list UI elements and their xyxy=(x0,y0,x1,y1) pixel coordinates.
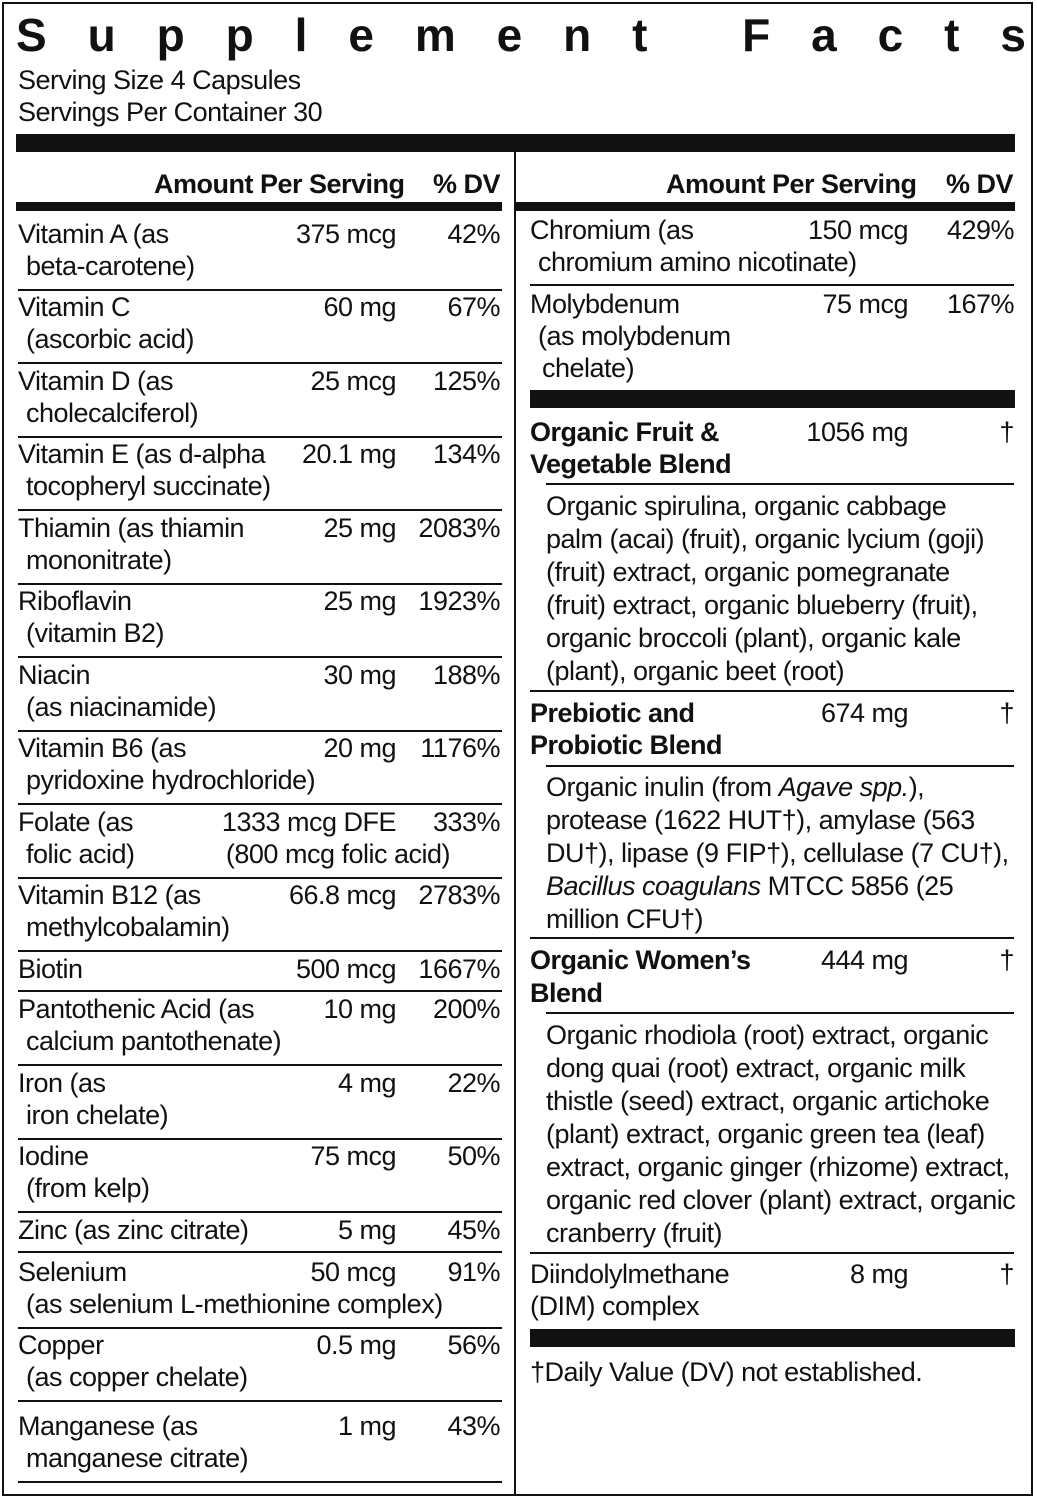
ingredient-line: (fruit) extract, organic blueberry (fruit), xyxy=(546,590,978,620)
nutrient-name-detail: chelate) xyxy=(542,353,635,383)
nutrient-dv: 67% xyxy=(447,292,500,322)
blend-name: Blend xyxy=(530,978,603,1008)
left-amount-header: Amount Per Serving xyxy=(154,169,405,199)
right-amount-header: Amount Per Serving xyxy=(666,169,917,199)
row-divider xyxy=(18,950,502,952)
column-divider xyxy=(514,152,516,1496)
blend-name: Probiotic Blend xyxy=(530,730,723,760)
dim-amount: 8 mg xyxy=(849,1259,908,1289)
left-dv-header: % DV xyxy=(433,169,501,199)
blend-row xyxy=(530,944,1014,1010)
nutrient-row xyxy=(18,1329,502,1401)
nutrient-name-detail: (as niacinamide) xyxy=(26,692,217,722)
nutrient-amount: 60 mg xyxy=(323,292,396,322)
blend-row xyxy=(530,416,1014,482)
nutrient-row xyxy=(18,993,502,1065)
title-letter: l xyxy=(294,9,308,61)
blend-name: Organic Fruit & xyxy=(530,417,720,447)
nutrient-dv: 1176% xyxy=(420,733,500,763)
nutrient-dv: 134% xyxy=(432,439,500,469)
nutrient-name: Vitamin E (as d-alpha xyxy=(18,439,266,469)
title-letter xyxy=(688,6,701,64)
row-divider xyxy=(530,1252,1014,1254)
nutrient-row xyxy=(18,1214,502,1252)
nutrient-name: Copper xyxy=(18,1330,104,1360)
ingredient-line: cranberry (fruit) xyxy=(546,1218,723,1248)
ingredient-line: extract, organic ginger (rhizome) extract, xyxy=(546,1152,1010,1182)
nutrient-row xyxy=(18,879,502,951)
right-header-bar xyxy=(516,202,1015,211)
row-divider xyxy=(18,362,502,364)
nutrient-name-detail: beta-carotene) xyxy=(26,251,195,281)
nutrient-row xyxy=(18,585,502,657)
blend-ingredients xyxy=(546,490,984,688)
nutrient-name-detail: chromium amino nicotinate) xyxy=(538,247,857,277)
nutrient-dv: 200% xyxy=(432,994,500,1024)
nutrient-name-detail: (ascorbic acid) xyxy=(26,324,195,354)
nutrient-dv: 50% xyxy=(447,1141,500,1171)
title-letter: t xyxy=(632,9,648,61)
nutrient-name-detail: (as selenium L-methionine complex) xyxy=(26,1289,443,1319)
top-divider-bar xyxy=(16,134,1015,152)
nutrient-name: Chromium (as xyxy=(530,215,694,245)
nutrient-amount: 25 mg xyxy=(323,586,396,616)
nutrient-dv: 1923% xyxy=(418,586,500,616)
blend-row xyxy=(530,697,1014,763)
serving-size: Serving Size 4 Capsules xyxy=(18,65,301,95)
nutrient-amount: 20 mg xyxy=(323,733,396,763)
row-divider xyxy=(18,1064,502,1066)
dim-row xyxy=(530,1258,1014,1324)
nutrient-name: Vitamin B12 (as xyxy=(18,880,201,910)
nutrient-name-detail: methylcobalamin) xyxy=(26,912,230,942)
blend-name: Prebiotic and xyxy=(530,698,695,728)
row-divider xyxy=(546,483,1014,485)
title-letter: F xyxy=(742,9,771,61)
nutrient-dv: 43% xyxy=(447,1411,500,1441)
ingredient-line: dong quai (root) extract, organic milk xyxy=(546,1053,966,1083)
nutrient-amount: 1 mg xyxy=(337,1411,396,1441)
blend-dv: † xyxy=(999,945,1014,975)
ingredient-line: thistle (seed) extract, organic artichoke xyxy=(546,1086,990,1116)
nutrient-dv: 45% xyxy=(447,1215,500,1245)
nutrient-name-detail: pyridoxine hydrochloride) xyxy=(26,765,316,795)
blend-amount: 444 mg xyxy=(820,945,908,975)
nutrient-name: Zinc (as zinc citrate) xyxy=(18,1215,249,1245)
nutrient-name: Vitamin C xyxy=(18,292,131,322)
dim-name: (DIM) complex xyxy=(530,1291,700,1321)
title-letter: u xyxy=(87,9,116,61)
nutrient-amount: 30 mg xyxy=(323,660,396,690)
nutrient-name-detail: manganese citrate) xyxy=(26,1443,249,1473)
row-divider xyxy=(530,690,1014,692)
nutrient-dv: 2783% xyxy=(418,880,500,910)
nutrient-dv: 42% xyxy=(447,219,500,249)
nutrient-amount: 4 mg xyxy=(337,1068,396,1098)
nutrient-dv: 188% xyxy=(432,660,500,690)
row-divider xyxy=(18,656,502,658)
title-letter: c xyxy=(877,9,904,61)
title-letter: n xyxy=(563,9,592,61)
ingredient-line: organic broccoli (plant), organic kale xyxy=(546,623,961,653)
ingredient-line: (plant), organic beet (root) xyxy=(546,656,845,686)
right-dv-header: % DV xyxy=(946,169,1014,199)
title-letter: m xyxy=(414,9,456,61)
ingredient-line: organic red clover (plant) extract, organic xyxy=(546,1185,1016,1215)
nutrient-row xyxy=(18,806,502,878)
nutrient-name: Manganese (as xyxy=(18,1411,198,1441)
nutrient-name: Selenium xyxy=(18,1257,127,1287)
blend-amount: 674 mg xyxy=(820,698,908,728)
blend-dv: † xyxy=(999,698,1014,728)
nutrient-amount: 5 mg xyxy=(337,1215,396,1245)
nutrient-row xyxy=(18,732,502,804)
nutrient-amount: 25 mg xyxy=(323,513,396,543)
nutrient-name-detail: (as molybdenum xyxy=(538,321,731,351)
title-letter: a xyxy=(811,9,837,61)
nutrient-dv: 333% xyxy=(432,807,500,837)
nutrient-row xyxy=(18,512,502,584)
nutrient-name: Thiamin (as thiamin xyxy=(18,513,245,543)
footnote: †Daily Value (DV) not established. xyxy=(530,1357,923,1387)
nutrient-amount: 50 mcg xyxy=(310,1257,396,1287)
servings-per-container: Servings Per Container 30 xyxy=(18,97,323,127)
nutrient-name-detail: mononitrate) xyxy=(26,545,172,575)
nutrient-name-detail: cholecalciferol) xyxy=(26,398,199,428)
nutrient-amount: 75 mcg xyxy=(310,1141,396,1171)
nutrient-row xyxy=(530,288,1014,388)
ingredient-line: Organic rhodiola (root) extract, organic xyxy=(546,1020,989,1050)
nutrient-name: Vitamin D (as xyxy=(18,366,174,396)
nutrient-name-detail: (from kelp) xyxy=(26,1173,150,1203)
nutrient-row xyxy=(18,659,502,731)
nutrient-name-detail: (vitamin B2) xyxy=(26,618,165,648)
title-letter: s xyxy=(1000,9,1026,61)
row-divider xyxy=(18,1481,502,1483)
ingredient-line: (fruit) extract, organic pomegranate xyxy=(546,557,950,587)
dim-dv: † xyxy=(999,1259,1014,1289)
row-divider xyxy=(530,937,1014,939)
nutrient-amount: 1333 mcg DFE xyxy=(221,807,396,837)
nutrient-dv: 167% xyxy=(946,289,1014,319)
blend-name: Vegetable Blend xyxy=(530,449,732,479)
nutrient-row xyxy=(18,1256,502,1328)
nutrient-name: Iron (as xyxy=(18,1068,106,1098)
nutrient-dv: 91% xyxy=(447,1257,500,1287)
title-letter: t xyxy=(944,9,960,61)
nutrient-name-detail: tocopheryl succinate) xyxy=(26,471,271,501)
nutrient-name: Molybdenum xyxy=(530,289,680,319)
nutrient-name: Folate (as xyxy=(18,807,134,837)
blend-name: Organic Women’s xyxy=(530,945,751,975)
nutrient-row xyxy=(18,365,502,437)
dim-name: Diindolylmethane xyxy=(530,1259,730,1289)
blend-ingredients: Organic inulin (from Agave spp.), protease (1622 HUT†), amylase (563 DU†), lipase (9 FIP†), cellulase (7 CU†), Bacillus coagulans MTCC 5856 (25 million CFU†) xyxy=(546,772,1009,934)
nutrient-name: Riboflavin xyxy=(18,586,132,616)
nutrient-amount: 10 mg xyxy=(323,994,396,1024)
row-divider xyxy=(18,1400,502,1402)
title-letter: S xyxy=(16,9,47,61)
ingredient-line: Organic spirulina, organic cabbage xyxy=(546,491,947,521)
blend-amount: 1056 mg xyxy=(806,417,908,447)
nutrient-amount: 20.1 mg xyxy=(301,439,396,469)
nutrient-name-detail: folic acid) xyxy=(26,839,135,869)
row-divider xyxy=(18,990,502,992)
nutrient-amount: 500 mcg xyxy=(295,954,396,984)
title-letter: p xyxy=(225,9,254,61)
title-letter: e xyxy=(496,9,523,61)
nutrient-row xyxy=(18,438,502,510)
nutrient-dv: 22% xyxy=(447,1068,500,1098)
nutrient-dv: 125% xyxy=(432,366,500,396)
blend-dv: † xyxy=(999,417,1014,447)
nutrient-dv: 429% xyxy=(946,215,1014,245)
nutrient-amount-detail: (800 mcg folic acid) xyxy=(225,839,450,869)
nutrient-name-detail: (as copper chelate) xyxy=(26,1362,248,1392)
row-divider xyxy=(18,1211,502,1213)
nutrient-dv: 2083% xyxy=(418,513,500,543)
nutrient-amount: 150 mcg xyxy=(807,215,908,245)
nutrient-name: Vitamin B6 (as xyxy=(18,733,187,763)
nutrient-dv: 1667% xyxy=(418,954,500,984)
nutrient-amount: 0.5 mg xyxy=(316,1330,396,1360)
nutrient-row xyxy=(18,1140,502,1212)
nutrient-name: Vitamin A (as xyxy=(18,219,169,249)
ingredient-line: (plant) extract, organic green tea (leaf) xyxy=(546,1119,985,1149)
nutrient-name: Iodine xyxy=(18,1141,89,1171)
row-divider xyxy=(18,509,502,511)
nutrient-name: Pantothenic Acid (as xyxy=(18,994,255,1024)
blend-ingredients xyxy=(546,1019,1015,1250)
row-divider xyxy=(546,1012,1014,1014)
nutrient-dv: 56% xyxy=(447,1330,500,1360)
nutrient-row xyxy=(530,214,1014,284)
title-letter: p xyxy=(156,9,185,61)
nutrient-amount: 75 mcg xyxy=(822,289,908,319)
nutrient-amount: 375 mcg xyxy=(295,219,396,249)
row-divider xyxy=(546,765,1014,767)
ingredient-line: palm (acai) (fruit), organic lycium (goji) xyxy=(546,524,985,554)
nutrient-name: Biotin xyxy=(18,954,83,984)
left-header-bar xyxy=(16,202,502,211)
row-divider xyxy=(18,1251,502,1253)
row-divider xyxy=(18,803,502,805)
right-mid-bar xyxy=(530,390,1015,408)
nutrient-name-detail: calcium pantothenate) xyxy=(26,1026,282,1056)
nutrient-amount: 66.8 mcg xyxy=(288,880,396,910)
nutrient-row xyxy=(18,1067,502,1139)
bottom-divider-bar xyxy=(530,1329,1015,1347)
nutrient-row xyxy=(18,291,502,363)
nutrient-row xyxy=(18,953,502,991)
nutrient-amount: 25 mcg xyxy=(310,366,396,396)
nutrient-name-detail: iron chelate) xyxy=(26,1100,169,1130)
title-letter: e xyxy=(348,9,374,61)
nutrient-row xyxy=(18,218,502,290)
nutrient-row xyxy=(18,1410,502,1482)
row-divider xyxy=(530,284,1014,286)
nutrient-name: Niacin xyxy=(18,660,91,690)
panel-title xyxy=(16,6,1026,64)
